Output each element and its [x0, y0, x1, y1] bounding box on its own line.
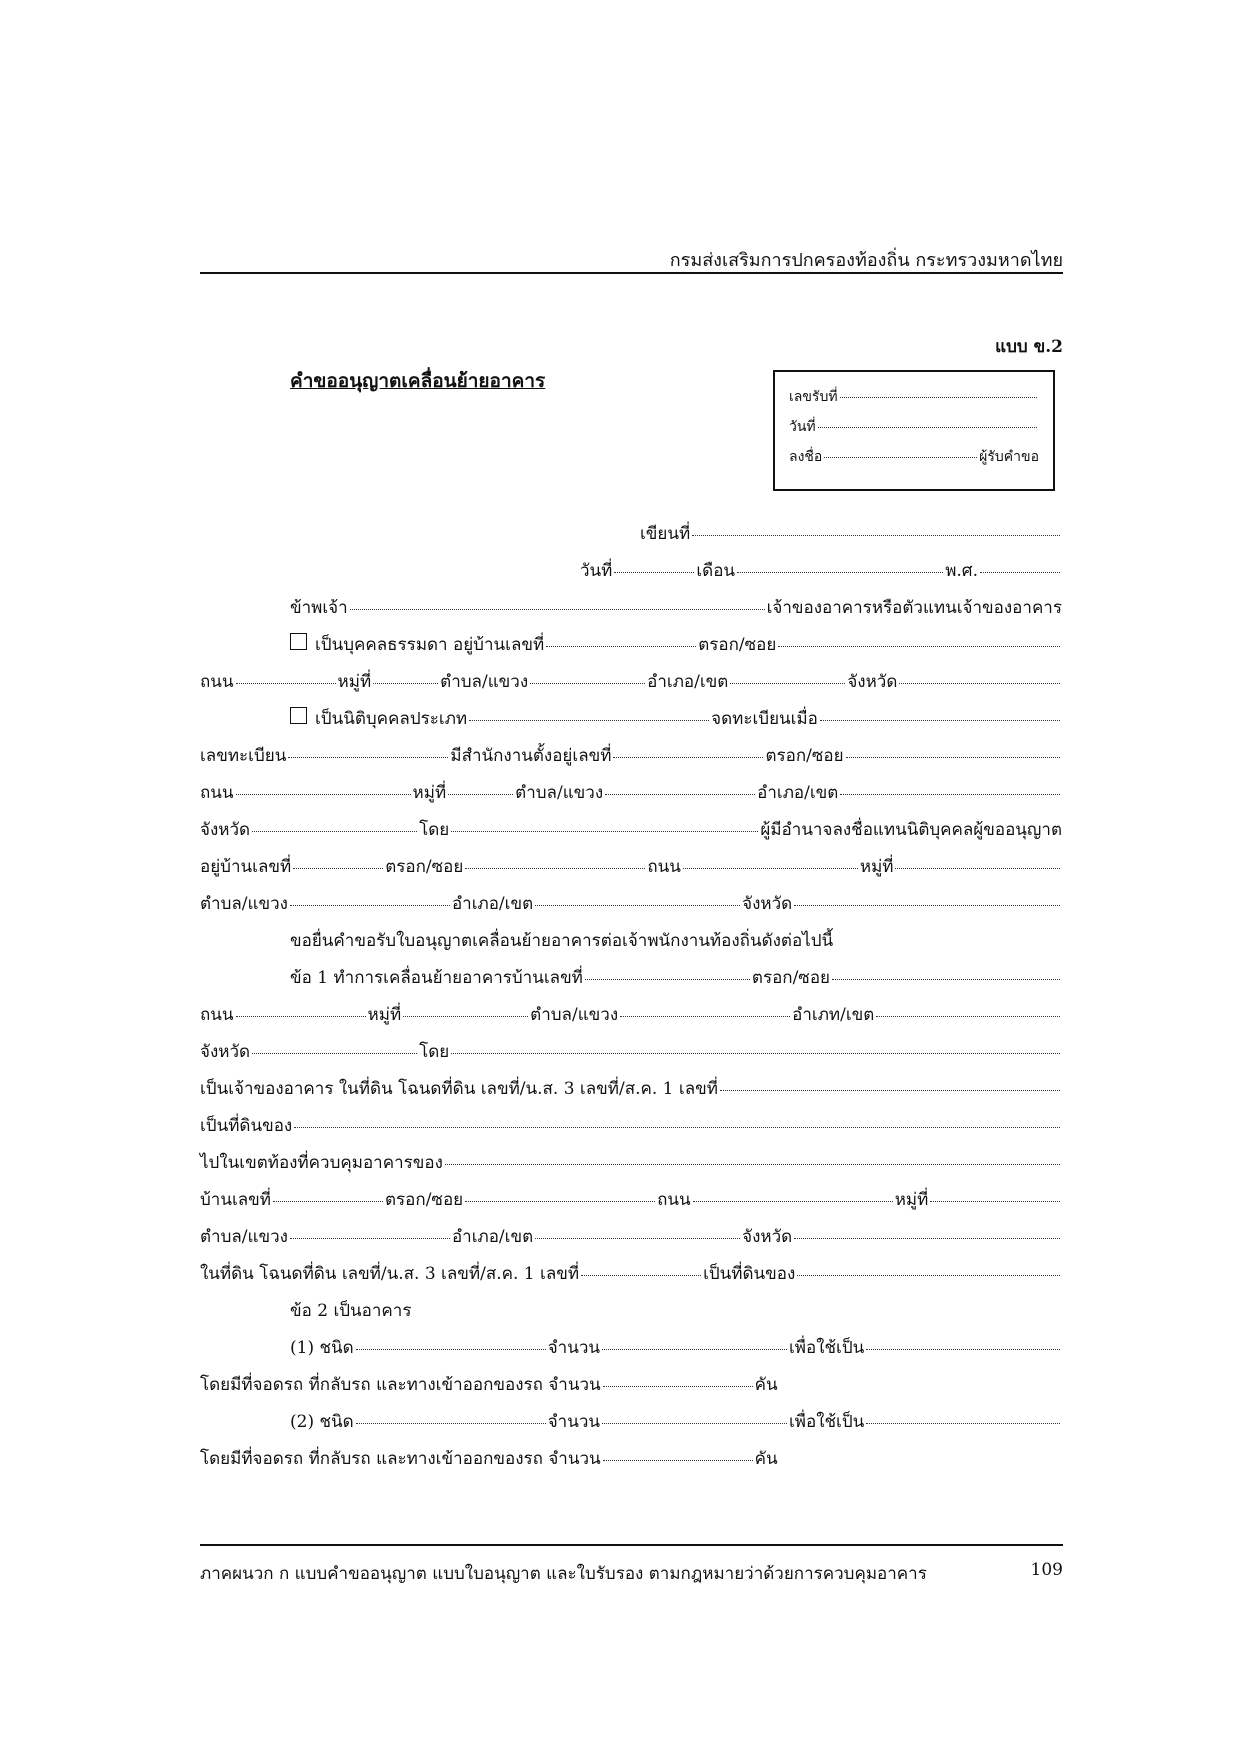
owner-land-line	[200, 1075, 1062, 1102]
road-field[interactable]	[236, 682, 336, 684]
amphoe-field[interactable]	[730, 682, 845, 684]
residence-moo-label: หมู่ที่	[859, 857, 894, 877]
receipt-signature-label: ลงชื่อ	[789, 449, 823, 465]
land-of-label: เป็นที่ดินของ	[200, 1116, 293, 1136]
amphoe2-field[interactable]	[840, 793, 1060, 795]
moo-label: หมู่ที่	[337, 672, 372, 692]
natural-person-label: เป็นบุคคลธรรมดา อยู่บ้านเลขที่	[315, 635, 545, 655]
dest-tambon-field[interactable]	[290, 1237, 450, 1239]
reg-no-field[interactable]	[288, 756, 448, 758]
item1-tambon-label: ตำบล/แขวง	[530, 1005, 619, 1025]
building1-type-field[interactable]	[356, 1348, 546, 1350]
date-line	[580, 557, 1062, 584]
dest-road-field[interactable]	[693, 1200, 893, 1202]
owner-land-field[interactable]	[720, 1089, 1060, 1091]
receipt-date-field[interactable]	[818, 426, 1037, 428]
reg-alley-field[interactable]	[846, 756, 1060, 758]
address2-line	[200, 779, 1062, 806]
province-label: จังหวัด	[847, 672, 898, 692]
item1-tambon-field[interactable]	[620, 1015, 790, 1017]
building2-count-field[interactable]	[602, 1422, 787, 1424]
item1-moo-label: หมู่ที่	[367, 1005, 402, 1025]
province3-field[interactable]	[794, 904, 1060, 906]
item1-line	[290, 964, 1062, 991]
building1-count-field[interactable]	[602, 1348, 787, 1350]
registered-label: จดทะเบียนเมื่อ	[711, 709, 818, 729]
building1-count-label: จำนวน	[547, 1338, 600, 1358]
item1-amphoe-label: อำเภท/เขต	[792, 1005, 875, 1025]
year-field[interactable]	[980, 571, 1060, 573]
item1-amphoe-field[interactable]	[876, 1015, 1060, 1017]
tambon3-field[interactable]	[290, 904, 450, 906]
dest-land-label: ในที่ดิน โฉนดที่ดิน เลขที่/น.ส. 3 เลขที่/ส.ค. 1 เลขที่	[200, 1264, 580, 1284]
day-field[interactable]	[614, 571, 694, 573]
by-field[interactable]	[451, 830, 758, 832]
dest-house-label: บ้านเลขที่	[200, 1190, 272, 1210]
reg-alley-label: ตรอก/ซอย	[765, 746, 844, 766]
juristic-type-field[interactable]	[469, 719, 709, 721]
residence-road-label: ถนน	[647, 857, 681, 877]
house-no-field[interactable]	[546, 645, 696, 647]
dest-addr-line	[200, 1186, 1062, 1213]
residence-alley-label: ตรอก/ซอย	[385, 857, 464, 877]
amphoe3-field[interactable]	[535, 904, 740, 906]
month-label: เดือน	[696, 561, 736, 581]
item1-alley-label: ตรอก/ซอย	[751, 968, 831, 988]
building1-type-label: (1) ชนิด	[290, 1338, 354, 1358]
residence-no-field[interactable]	[293, 867, 383, 869]
natural-person-line	[290, 631, 1062, 658]
tambon2-label: ตำบล/แขวง	[515, 783, 604, 803]
building2-use-label: เพื่อใช้เป็น	[788, 1412, 865, 1432]
land-of-field[interactable]	[294, 1126, 1060, 1128]
parking1-line	[200, 1371, 778, 1398]
dest-amphoe-field[interactable]	[535, 1237, 740, 1239]
amphoe2-label: อำเภอ/เขต	[757, 783, 839, 803]
moo2-field[interactable]	[448, 793, 513, 795]
building1-line	[290, 1334, 1062, 1361]
moo-field[interactable]	[373, 682, 438, 684]
building2-count-label: จำนวน	[547, 1412, 600, 1432]
form-title: คำขออนุญาตเคลื่อนย้ายอาคาร	[290, 370, 546, 392]
amphoe-label: อำเภอ/เขต	[647, 672, 729, 692]
item1-road-field[interactable]	[236, 1015, 366, 1017]
applicant-name-field[interactable]	[350, 608, 765, 610]
tambon-field[interactable]	[530, 682, 645, 684]
receipt-box	[773, 370, 1055, 491]
road2-field[interactable]	[236, 793, 411, 795]
header-org: กรมส่งเสริมการปกครองท้องถิ่น กระทรวงมหาดไทย	[669, 250, 1063, 271]
move-to-label: ไปในเขตท้องที่ควบคุมอาคารของ	[200, 1153, 443, 1173]
dest-province-label: จังหวัด	[742, 1227, 793, 1247]
item1-by-label: โดย	[419, 1042, 450, 1062]
form-code: แบบ ข.2	[995, 337, 1063, 357]
move-to-line	[200, 1149, 1062, 1176]
registered-field[interactable]	[820, 719, 1060, 721]
header-rule	[200, 272, 1063, 274]
footer-rule	[200, 1544, 1063, 1546]
dest-alley-field[interactable]	[465, 1200, 655, 1202]
dest-land-of-label: เป็นที่ดินของ	[703, 1264, 796, 1284]
dest-province-field[interactable]	[794, 1237, 1060, 1239]
applicant-line	[290, 594, 1062, 621]
building1-use-field[interactable]	[866, 1348, 1060, 1350]
dest-land-field[interactable]	[581, 1274, 701, 1276]
dest-house-field[interactable]	[273, 1200, 383, 1202]
residence-no-label: อยู่บ้านเลขที่	[200, 857, 292, 877]
office-label: มีสำนักงานตั้งอยู่เลขที่	[450, 746, 612, 766]
item1-road-label: ถนน	[200, 1005, 234, 1025]
dest-alley-label: ตรอก/ซอย	[385, 1190, 464, 1210]
building2-type-label: (2) ชนิด	[290, 1412, 354, 1432]
dest-amphoe-label: อำเภอ/เขต	[451, 1227, 534, 1247]
item1-by-field[interactable]	[451, 1052, 1060, 1054]
receipt-signature-field[interactable]	[824, 456, 977, 458]
building2-use-field[interactable]	[866, 1422, 1060, 1424]
applicant-label: ข้าพเจ้า	[290, 598, 348, 618]
authorized-label: ผู้มีอำนาจลงชื่อแทนนิติบุคคลผู้ขออนุญาต	[760, 820, 1062, 840]
footer-text: ภาคผนวก ก แบบคำขออนุญาต แบบใบอนุญาต และใบรับรอง ตามกฎหมายว่าด้วยการควบคุมอาคาร	[200, 1564, 927, 1584]
parking2-label: โดยมีที่จอดรถ ที่กลับรถ และทางเข้าออกของรถ จำนวน	[200, 1449, 601, 1469]
parking2-field[interactable]	[603, 1459, 753, 1461]
office-no-field[interactable]	[613, 756, 763, 758]
item1-province-field[interactable]	[252, 1052, 417, 1054]
day-label: วันที่	[580, 561, 613, 581]
tambon-label: ตำบล/แขวง	[440, 672, 529, 692]
residence-moo-field[interactable]	[895, 867, 1060, 869]
receipt-no-label: เลขรับที่	[789, 389, 838, 405]
receipt-no-field[interactable]	[840, 396, 1037, 398]
receipt-receiver-label: ผู้รับคำขอ	[979, 449, 1039, 465]
month-field[interactable]	[737, 571, 943, 573]
dest-road-label: ถนน	[657, 1190, 691, 1210]
by-label: โดย	[419, 820, 450, 840]
dest-addr2-line	[200, 1223, 1062, 1250]
receipt-date-label: วันที่	[789, 419, 816, 435]
owner-label: เจ้าของอาคารหรือตัวแทนเจ้าของอาคาร	[766, 598, 1062, 618]
dest-land-of-field[interactable]	[797, 1274, 1060, 1276]
province3-label: จังหวัด	[742, 894, 793, 914]
request-text: ขอยื่นคำขอรับใบอนุญาตเคลื่อนย้ายอาคารต่อเจ้าพนักงานท้องถิ่นดังต่อไปนี้	[290, 931, 834, 951]
move-to-field[interactable]	[445, 1163, 1060, 1165]
item2-label: ข้อ 2 เป็นอาคาร	[290, 1301, 412, 1321]
written-at-label: เขียนที่	[640, 524, 691, 544]
residence-line	[200, 853, 1062, 880]
dest-moo-label: หมู่ที่	[894, 1190, 929, 1210]
alley-label: ตรอก/ซอย	[698, 635, 777, 655]
land-of-line	[200, 1112, 1062, 1139]
juristic-label: เป็นนิติบุคคลประเภท	[315, 709, 468, 729]
tambon2-field[interactable]	[605, 793, 755, 795]
building2-line	[290, 1408, 1062, 1435]
building1-use-label: เพื่อใช้เป็น	[788, 1338, 865, 1358]
juristic-line	[290, 705, 1062, 732]
owner-land-label: เป็นเจ้าของอาคาร ในที่ดิน โฉนดที่ดิน เลขที่/น.ส. 3 เลขที่/ส.ค. 1 เลขที่	[200, 1079, 718, 1099]
parking1-unit: คัน	[754, 1375, 778, 1395]
alley-field[interactable]	[778, 645, 1060, 647]
dest-moo-field[interactable]	[930, 1200, 1060, 1202]
road2-label: ถนน	[200, 783, 234, 803]
item1-moo-field[interactable]	[403, 1015, 528, 1017]
residence-road-field[interactable]	[683, 867, 858, 869]
dest-tambon-label: ตำบล/แขวง	[200, 1227, 288, 1247]
parking2-line	[200, 1445, 778, 1472]
parking1-field[interactable]	[603, 1385, 753, 1387]
page-number: 109	[1030, 1560, 1063, 1580]
dest-land-line	[200, 1260, 1062, 1287]
written-at-line	[640, 520, 1062, 547]
reg-line	[200, 742, 1062, 769]
item1-house-field[interactable]	[585, 978, 750, 980]
province-field[interactable]	[899, 682, 1060, 684]
written-at-field[interactable]	[692, 534, 1060, 536]
amphoe3-label: อำเภอ/เขต	[451, 894, 534, 914]
residence-alley-field[interactable]	[465, 867, 645, 869]
item1-province-line	[200, 1038, 1062, 1065]
address3-line	[200, 890, 1062, 917]
parking2-unit: คัน	[754, 1449, 778, 1469]
province2-field[interactable]	[252, 830, 417, 832]
reg-no-label: เลขทะเบียน	[200, 746, 287, 766]
item1-label: ข้อ 1 ทำการเคลื่อนย้ายอาคารบ้านเลขที่	[290, 968, 583, 988]
item1-addr-line	[200, 1001, 1062, 1028]
tambon3-label: ตำบล/แขวง	[200, 894, 288, 914]
province2-label: จังหวัด	[200, 820, 251, 840]
building2-type-field[interactable]	[356, 1422, 546, 1424]
province-by-line	[200, 816, 1062, 843]
parking1-label: โดยมีที่จอดรถ ที่กลับรถ และทางเข้าออกของรถ จำนวน	[200, 1375, 601, 1395]
natural-person-checkbox[interactable]	[290, 633, 307, 650]
item1-province-label: จังหวัด	[200, 1042, 251, 1062]
road-label: ถนน	[200, 672, 234, 692]
juristic-checkbox[interactable]	[290, 707, 307, 724]
moo2-label: หมู่ที่	[412, 783, 447, 803]
year-label: พ.ศ.	[945, 561, 978, 581]
address1-line	[200, 668, 1062, 695]
item1-alley-field[interactable]	[832, 978, 1060, 980]
